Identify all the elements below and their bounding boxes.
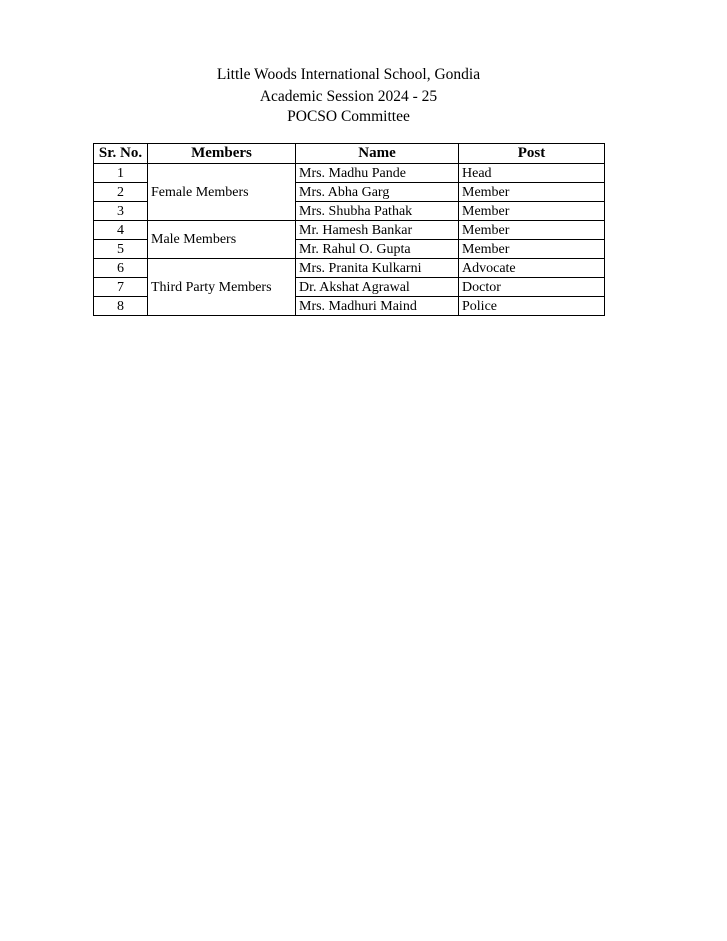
members-group-male: Male Members (148, 221, 296, 259)
post-cell: Member (459, 183, 605, 202)
name-cell: Mrs. Shubha Pathak (296, 202, 459, 221)
table-row (94, 221, 605, 240)
sr-no-cell: 8 (94, 297, 148, 316)
name-cell: Mrs. Madhuri Maind (296, 297, 459, 316)
members-group-third-party: Third Party Members (148, 259, 296, 316)
name-cell: Mrs. Pranita Kulkarni (296, 259, 459, 278)
name-cell: Mrs. Abha Garg (296, 183, 459, 202)
sr-no-cell: 5 (94, 240, 148, 259)
sr-no-cell: 2 (94, 183, 148, 202)
column-header-post: Post (459, 144, 605, 164)
post-cell: Member (459, 221, 605, 240)
name-cell: Mr. Hamesh Bankar (296, 221, 459, 240)
name-cell: Mr. Rahul O. Gupta (296, 240, 459, 259)
post-cell: Member (459, 202, 605, 221)
sr-no-cell: 7 (94, 278, 148, 297)
school-name: Little Woods International School, Gondia (216, 66, 481, 83)
name-cell: Dr. Akshat Agrawal (296, 278, 459, 297)
post-cell: Member (459, 240, 605, 259)
members-group-female: Female Members (148, 164, 296, 221)
sr-no-cell: 1 (94, 164, 148, 183)
committee-title: POCSO Committee (287, 108, 410, 125)
post-cell: Doctor (459, 278, 605, 297)
post-cell: Police (459, 297, 605, 316)
committee-table (93, 143, 605, 316)
column-header-name: Name (296, 144, 459, 164)
table-header-row (94, 144, 605, 164)
post-cell: Head (459, 164, 605, 183)
name-cell: Mrs. Madhu Pande (296, 164, 459, 183)
sr-no-cell: 4 (94, 221, 148, 240)
sr-no-cell: 6 (94, 259, 148, 278)
table-row (94, 164, 605, 183)
sr-no-cell: 3 (94, 202, 148, 221)
table-row (94, 259, 605, 278)
column-header-members: Members (148, 144, 296, 164)
post-cell: Advocate (459, 259, 605, 278)
academic-session: Academic Session 2024 - 25 (259, 88, 438, 105)
column-header-sr-no: Sr. No. (94, 144, 148, 164)
